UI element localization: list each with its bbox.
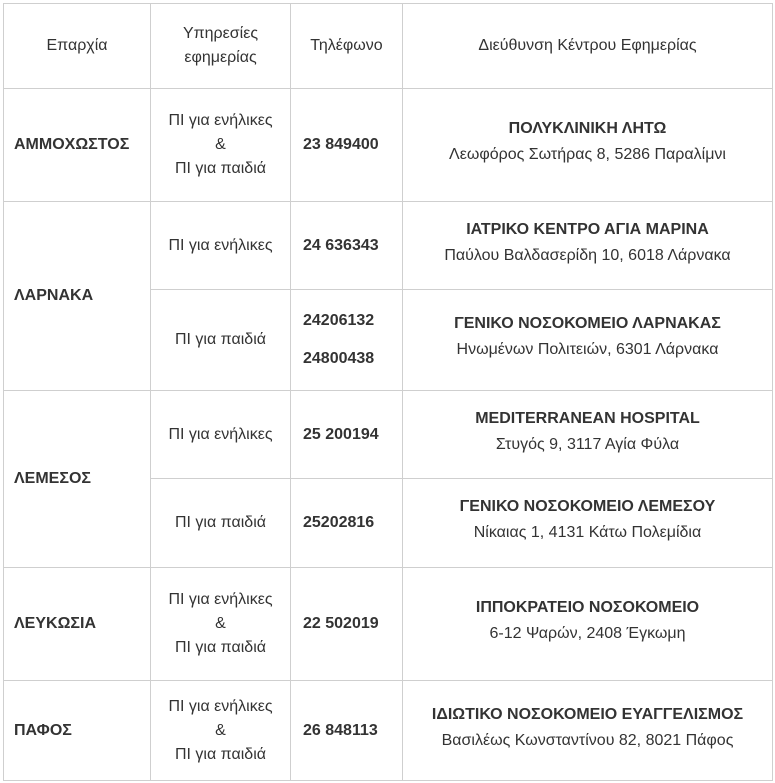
center-address: Λεωφόρος Σωτήρας 8, 5286 Παραλίμνι bbox=[449, 146, 726, 163]
phone-pafos[interactable]: 26 848113 bbox=[291, 681, 403, 781]
service-children: ΠΙ για παιδιά bbox=[174, 160, 267, 177]
service-ampersand: & bbox=[215, 136, 226, 153]
service-adults: ΠΙ για ενήλικες bbox=[168, 591, 273, 608]
center-name: ΠΟΛΥΚΛΙΝΙΚΗ ΛΗΤΩ bbox=[508, 120, 667, 137]
phone-larnaka-adults[interactable]: 24 636343 bbox=[291, 202, 403, 290]
service-adults: ΠΙ για ενήλικες bbox=[151, 202, 291, 290]
table-row bbox=[4, 681, 773, 781]
service-adults: ΠΙ για ενήλικες bbox=[168, 112, 273, 129]
district-larnaka: ΛΑΡΝΑΚΑ bbox=[4, 202, 151, 391]
header-services: Υπηρεσίες εφημερίας bbox=[151, 4, 291, 89]
phone-lemesos-adults[interactable]: 25 200194 bbox=[291, 391, 403, 479]
center-address: Βασιλέως Κωνσταντίνου 82, 8021 Πάφος bbox=[441, 731, 734, 749]
header-address: Διεύθυνση Κέντρου Εφημερίας bbox=[403, 4, 773, 89]
table-header-row bbox=[4, 4, 773, 89]
center-name: MEDITERRANEAN HOSPITAL bbox=[475, 409, 700, 427]
table-row bbox=[4, 202, 773, 290]
address-cell bbox=[403, 391, 773, 479]
center-address: 6-12 Ψαρών, 2408 Έγκωμη bbox=[489, 625, 686, 642]
service-ampersand: & bbox=[215, 615, 226, 632]
phone-cell bbox=[291, 290, 403, 391]
services-cell bbox=[151, 89, 291, 202]
phone-ammochostos[interactable]: 23 849400 bbox=[291, 89, 403, 202]
district-pafos: ΠΑΦΟΣ bbox=[4, 681, 151, 781]
on-call-centers-table bbox=[3, 3, 773, 781]
district-lemesos: ΛΕΜΕΣΟΣ bbox=[4, 391, 151, 568]
phone-lemesos-children[interactable]: 25202816 bbox=[291, 479, 403, 568]
phone-larnaka-children-1[interactable]: 24206132 bbox=[303, 312, 375, 329]
center-name: ΙΔΙΩΤΙΚΟ ΝΟΣΟΚΟΜΕΙΟ ΕΥΑΓΓΕΛΙΣΜΟΣ bbox=[431, 705, 744, 723]
phone-larnaka-children-2[interactable]: 24800438 bbox=[303, 350, 375, 367]
services-cell bbox=[151, 681, 291, 781]
district-lefkosia: ΛΕΥΚΩΣΙΑ bbox=[4, 568, 151, 681]
center-address: Στυγός 9, 3117 Αγία Φύλα bbox=[495, 435, 680, 453]
center-name: ΙΑΤΡΙΚΟ ΚΕΝΤΡΟ ΑΓΙΑ ΜΑΡΙΝΑ bbox=[466, 220, 709, 238]
table-row bbox=[4, 89, 773, 202]
service-children: ΠΙ για παιδιά bbox=[151, 479, 291, 568]
service-adults: ΠΙ για ενήλικες bbox=[151, 391, 291, 479]
service-children: ΠΙ για παιδιά bbox=[174, 745, 267, 763]
phone-lefkosia[interactable]: 22 502019 bbox=[291, 568, 403, 681]
address-cell bbox=[403, 89, 773, 202]
center-address: Νίκαιας 1, 4131 Κάτω Πολεμίδια bbox=[473, 524, 702, 541]
center-name: ΙΠΠΟΚΡΑΤΕΙΟ ΝΟΣΟΚΟΜΕΙΟ bbox=[475, 599, 700, 616]
address-cell bbox=[403, 202, 773, 290]
district-ammochostos: ΑΜΜΟΧΩΣΤΟΣ bbox=[4, 89, 151, 202]
address-cell bbox=[403, 290, 773, 391]
address-cell bbox=[403, 479, 773, 568]
center-name: ΓΕΝΙΚΟ ΝΟΣΟΚΟΜΕΙΟ ΛΑΡΝΑΚΑΣ bbox=[454, 315, 721, 332]
center-address: Παύλου Βαλδασερίδη 10, 6018 Λάρνακα bbox=[444, 246, 731, 264]
services-cell bbox=[151, 568, 291, 681]
service-ampersand: & bbox=[215, 721, 226, 739]
address-cell bbox=[403, 681, 773, 781]
header-district: Επαρχία bbox=[4, 4, 151, 89]
center-name: ΓΕΝΙΚΟ ΝΟΣΟΚΟΜΕΙΟ ΛΕΜΕΣΟΥ bbox=[459, 498, 716, 515]
header-phone: Τηλέφωνο bbox=[291, 4, 403, 89]
service-children: ΠΙ για παιδιά bbox=[151, 290, 291, 391]
table-row bbox=[4, 568, 773, 681]
center-address: Ηνωμένων Πολιτειών, 6301 Λάρνακα bbox=[456, 341, 719, 358]
address-cell bbox=[403, 568, 773, 681]
service-children: ΠΙ για παιδιά bbox=[174, 639, 267, 656]
service-adults: ΠΙ για ενήλικες bbox=[168, 697, 273, 715]
table-row bbox=[4, 391, 773, 479]
